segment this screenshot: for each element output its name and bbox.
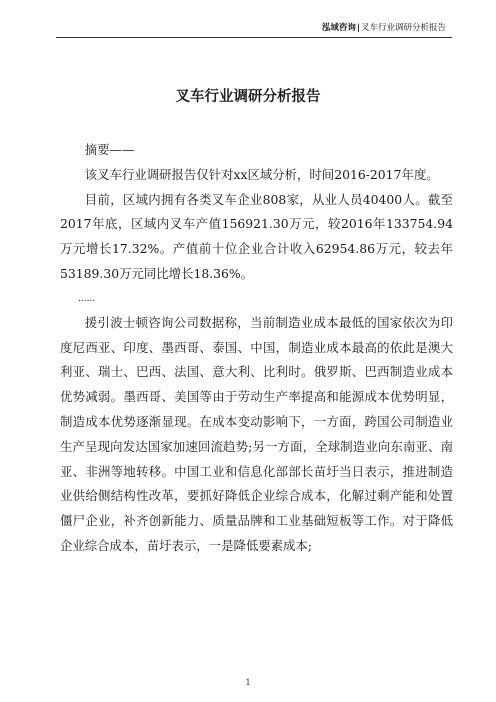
page-number: 1: [245, 678, 251, 687]
paragraph-scope: 该叉车行业调研报告仅针对xx区域分析，时间2016-2017年度。: [84, 166, 439, 182]
paragraph-cost-analysis: 援引波士顿咨询公司数据称，当前制造业成本最低的国家依次为印度尼西亚、印度、墨西哥、泰国、中国，制造业成本最高的依此是澳大利亚、瑞士、巴西、法国、意大利、比利时。俄罗斯、巴西制造业成本优势减弱。墨西哥、美国等由于劳动生产率提高和能源成本优势明显，制造成本优势逐渐显现。在成本变动影响下，一方面，跨国公司制造业生产呈现向发达国家加速回流趋势;另一方面，全球制造业向东南亚、南亚、非洲等地转移。中国工业和信息化部部长苗圩当日表示，推进制造业供给侧结构性改革，要抓好降低企业综合成本，化解过剩产能和处置僵尸企业，补齐创新能力、质量品牌和工业基础短板等工作。对于降低企业综合成本，苗圩表示，一是降低要素成本;: [60, 314, 453, 553]
document-title: 叉车行业调研分析报告: [175, 89, 321, 105]
header-separator: |: [356, 23, 360, 33]
document-body: [60, 138, 453, 559]
header-rule: [56, 37, 452, 38]
page-header: [322, 22, 446, 34]
header-brand: 泓域咨询: [321, 23, 356, 33]
header-doc-name: 叉车行业调研分析报告: [360, 23, 446, 33]
paragraph-overview: 目前，区域内拥有各类叉车企业808家，从业人员40400人。截至2017年底，区域内叉车产值156921.30万元，较2016年133754.94万元增长17.32%。产值前十位企业合计收入62954.86万元，较去年53189.30万元同比增长18.36%。: [60, 191, 453, 281]
abstract-label: 摘要——: [84, 142, 135, 157]
ellipsis: ......: [78, 293, 96, 304]
